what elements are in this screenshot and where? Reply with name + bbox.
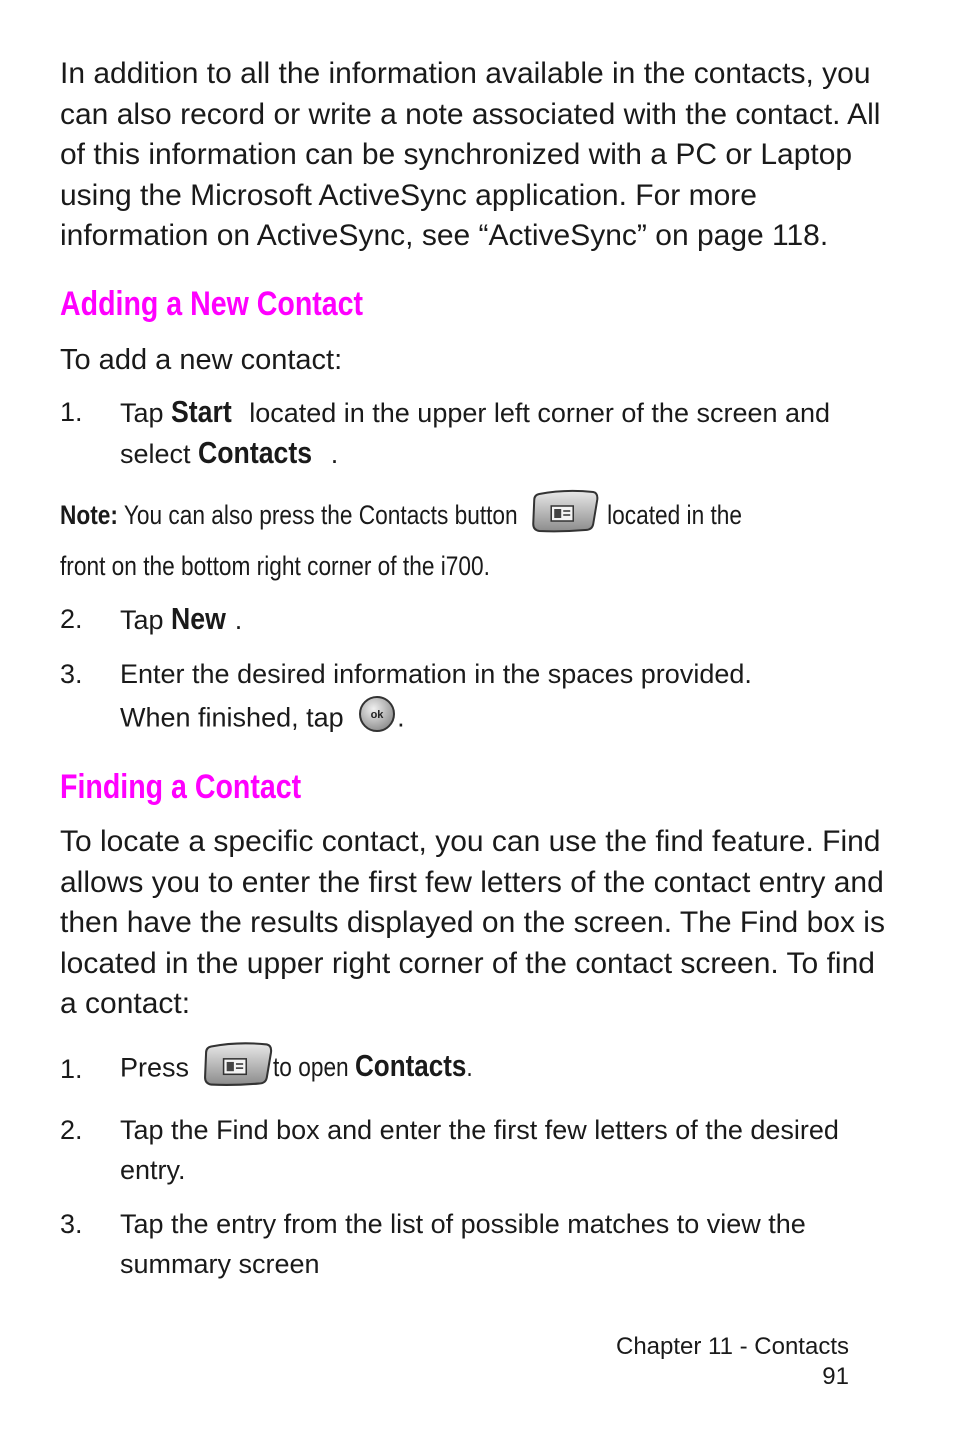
heading-adding-contact: Adding a New Contact — [60, 284, 364, 323]
step-text: Tap the Find box and enter the first few letters of the desired entry. — [120, 1114, 839, 1185]
step-number: 1. — [60, 1054, 83, 1084]
step-text: Tap Start located in the upper left corner of the screen and select Contacts . — [120, 392, 890, 474]
chapter-label: Chapter 11 - Contacts — [615, 1333, 849, 1360]
ok-icon-label: ok — [370, 709, 384, 721]
page-number: 91 — [822, 1363, 849, 1390]
adding-steps-continued — [60, 599, 890, 745]
step-number: 2. — [60, 604, 83, 634]
step-text: Enter the desired information in the spaces provided. When finished, tap ok . — [120, 654, 890, 745]
keyword-new: New — [171, 601, 226, 636]
list-item — [60, 654, 890, 745]
step-text: Press to open Contacts. — [120, 1039, 890, 1100]
step-number: 3. — [60, 1208, 83, 1239]
note-label: Note: — [60, 500, 118, 531]
keyword-contacts: Contacts — [198, 435, 313, 470]
page-content — [60, 54, 890, 1284]
finding-lead: To locate a specific contact, you can use the find feature. Find allows you to enter the first few letters of the contact entry and then have the results displayed on the screen. The Find box is located in the upper right corner of the contact screen. To find a contact: — [60, 825, 885, 1020]
note: Note: You can also press the Contacts button located in the front on the bottom right corner of the i700. — [60, 488, 890, 587]
page-footer — [616, 1332, 849, 1392]
ok-button-icon — [357, 694, 397, 745]
keyword-contacts: Contacts — [354, 1048, 466, 1084]
heading-finding-contact: Finding a Contact — [60, 768, 302, 806]
adding-steps — [60, 392, 890, 474]
step-text: Tap the entry from the list of possible matches to view the summary screen — [120, 1208, 806, 1279]
list-item — [60, 599, 890, 640]
keyword-start: Start — [171, 394, 232, 429]
contacts-button-icon — [203, 1039, 273, 1100]
list-item — [60, 392, 890, 474]
adding-lead: To add a new contact: — [60, 343, 343, 376]
list-item — [60, 1039, 890, 1100]
step-number: 1. — [60, 397, 83, 427]
contacts-button-icon — [531, 488, 599, 546]
finding-steps — [60, 1039, 890, 1284]
list-item — [60, 1204, 890, 1284]
intro-paragraph: In addition to all the information available in the contacts, you can also record or write a note associated with the contact. All of this information can be synchronized with a PC or Laptop using the Microsoft ActiveSync application. For more information on ActiveSync, see “ActiveSync” on page 118. — [60, 57, 881, 252]
step-number: 2. — [60, 1114, 83, 1145]
list-item — [60, 1110, 890, 1190]
step-number: 3. — [60, 659, 83, 689]
step-text: Tap New . — [120, 599, 890, 640]
